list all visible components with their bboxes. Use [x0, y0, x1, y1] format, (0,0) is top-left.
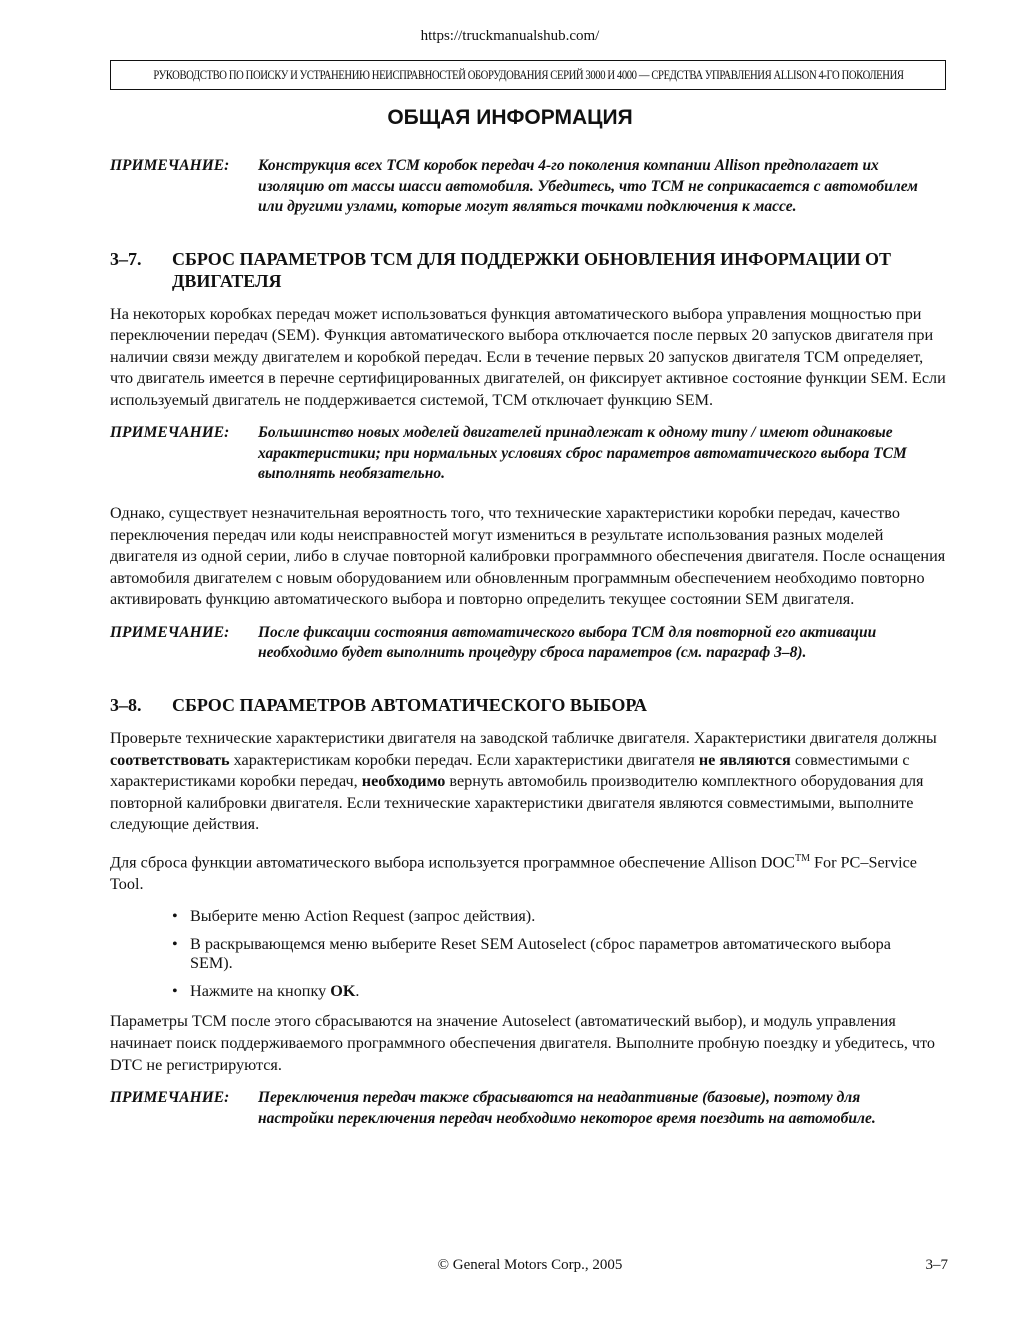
- list-item-text: В раскрывающемся меню выберите Reset SEM Autoselect (сброс параметров автоматического выбора SEM).: [190, 935, 891, 973]
- list-item: [172, 982, 950, 1001]
- note-label: ПРИМЕЧАНИЕ:: [110, 424, 230, 442]
- list-item: [172, 935, 950, 973]
- note-isolation: [110, 156, 950, 218]
- page-number: 3–7: [925, 1257, 948, 1273]
- text-run: Для сброса функции автоматического выбора используется программное обеспечение Allison DOC: [110, 853, 795, 872]
- paragraph: Однако, существует незначительная вероятность того, что технические характеристики коробки передач, качество переключения передач или коды неисправностей могут измениться в результате использования разных моделей двигателя из одной серии, либо в случае повторной калибровки программного обеспечения двигателя. После оснащения автомобиля двигателем с новым оборудованием или обновленным программным обеспечением необходимо повторно активировать функцию автоматического выбора и повторно определить текущее состоянии SEM двигателя.: [110, 503, 946, 609]
- bullet: •: [172, 907, 178, 926]
- bold-run: необходимо: [361, 772, 446, 791]
- bold-run: не являются: [698, 750, 791, 769]
- text-run: For PC–Service Tool.: [110, 853, 917, 893]
- paragraph: [110, 848, 950, 896]
- bold-run: соответствовать: [110, 750, 230, 769]
- list-item-text: [190, 982, 930, 1001]
- text-run: вернуть автомобиль производителю комплектного оборудования для повторной калибровки двигателя. Если технические характеристики двигателя являются совместимыми, выполните следующие действия.: [110, 772, 924, 834]
- section-title: СБРОС ПАРАМЕТРОВ АВТОМАТИЧЕСКОГО ВЫБОРА: [172, 694, 648, 715]
- steps-list: [110, 907, 950, 1001]
- note-text: После фиксации состояния автоматического выбора TCM для повторной его активации необходимо будет выполнить процедуру сброса параметров (см. параграф 3–8).: [258, 623, 877, 662]
- paragraph: Параметры TCM после этого сбрасываются на значение Autoselect (автоматический выбор), и модуль управления начинает поиск поддерживаемого программного обеспечения двигателя. Выполните пробную поездку и убедитесь, что DTC не регистрируются.: [110, 1012, 936, 1074]
- page-title: ОБЩАЯ ИНФОРМАЦИЯ: [387, 106, 633, 129]
- text-run: .: [355, 982, 360, 1001]
- page-url: https://truckmanualshub.com/: [420, 28, 600, 44]
- running-header: [110, 60, 946, 90]
- note-text: Конструкция всех TCM коробок передач 4-го поколения компании Allison предполагает их изоляцию от массы шасси автомобиля. Убедитесь, что TCM не соприкасается с автомобилем или другими узлами, которые могут являться точками подключения к массе.: [258, 157, 918, 215]
- list-item: [172, 907, 950, 926]
- section-number: 3–7.: [110, 248, 142, 269]
- note-label: ПРИМЕЧАНИЕ:: [110, 157, 230, 174]
- note-label: ПРИМЕЧАНИЕ:: [110, 623, 230, 641]
- note-text: Большинство новых моделей двигателей принадлежат к одному типу / имеют одинаковые характеристики; при нормальных условиях сброс параметров автоматического выбора TCM выполнять необязательно.: [258, 424, 907, 483]
- section-heading-3-7: [110, 248, 950, 292]
- note-engine-models: [110, 423, 950, 485]
- running-header-text: РУКОВОДСТВО ПО ПОИСКУ И УСТРАНЕНИЮ НЕИСПРАВНОСТЕЙ ОБОРУДОВАНИЯ СЕРИЙ 3000 И 4000 — СРЕДСТВА УПРАВЛЕНИЯ ALLISON 4-ГО ПОКОЛЕНИЯ: [152, 67, 904, 82]
- document-body: [110, 156, 950, 1147]
- paragraph: На некоторых коробках передач может использоваться функция автоматического выбора управления мощностью при переключении передач (SEM). Функция автоматического выбора отключается после первых 20 запусков двигателя при наличии связи между двигателем и коробкой передач. Если в течение первых 20 запусков двигателя TCM определяет, что двигатель имеется в перечне сертифицированных двигателей, он фиксирует активное состояние функции SEM. Если используемый двигатель не поддерживается системой, TCM отключает функцию SEM.: [110, 304, 946, 409]
- bullet: •: [172, 935, 178, 954]
- note-shift-reset: [110, 1088, 950, 1129]
- section-number: 3–8.: [110, 694, 142, 715]
- bold-run: OK: [330, 982, 356, 1001]
- bullet: •: [172, 982, 178, 1001]
- note-reactivation: [110, 623, 950, 664]
- text-run: Проверьте технические характеристики двигателя на заводской табличке двигателя. Характеристики двигателя должны: [110, 728, 937, 747]
- paragraph: [110, 728, 950, 836]
- text-run: характеристикам коробки передач. Если характеристики двигателя: [229, 750, 699, 769]
- section-heading-3-8: [110, 694, 950, 716]
- footer-copyright: © General Motors Corp., 2005: [437, 1257, 623, 1273]
- note-label: ПРИМЕЧАНИЕ:: [110, 1089, 230, 1107]
- trademark-mark: TM: [794, 852, 810, 864]
- list-item-text: Выберите меню Action Request (запрос действия).: [190, 907, 536, 926]
- note-text: Переключения передач также сбрасываются на неадаптивные (базовые), поэтому для настройки переключения передач необходимо некоторое время поездить на автомобиле.: [258, 1089, 876, 1127]
- text-run: Нажмите на кнопку: [190, 982, 331, 1001]
- section-title: СБРОС ПАРАМЕТРОВ TCM ДЛЯ ПОДДЕРЖКИ ОБНОВЛЕНИЯ ИНФОРМАЦИИ ОТ ДВИГАТЕЛЯ: [172, 248, 891, 291]
- text-run: совместимыми с характеристиками коробки передач,: [110, 750, 910, 791]
